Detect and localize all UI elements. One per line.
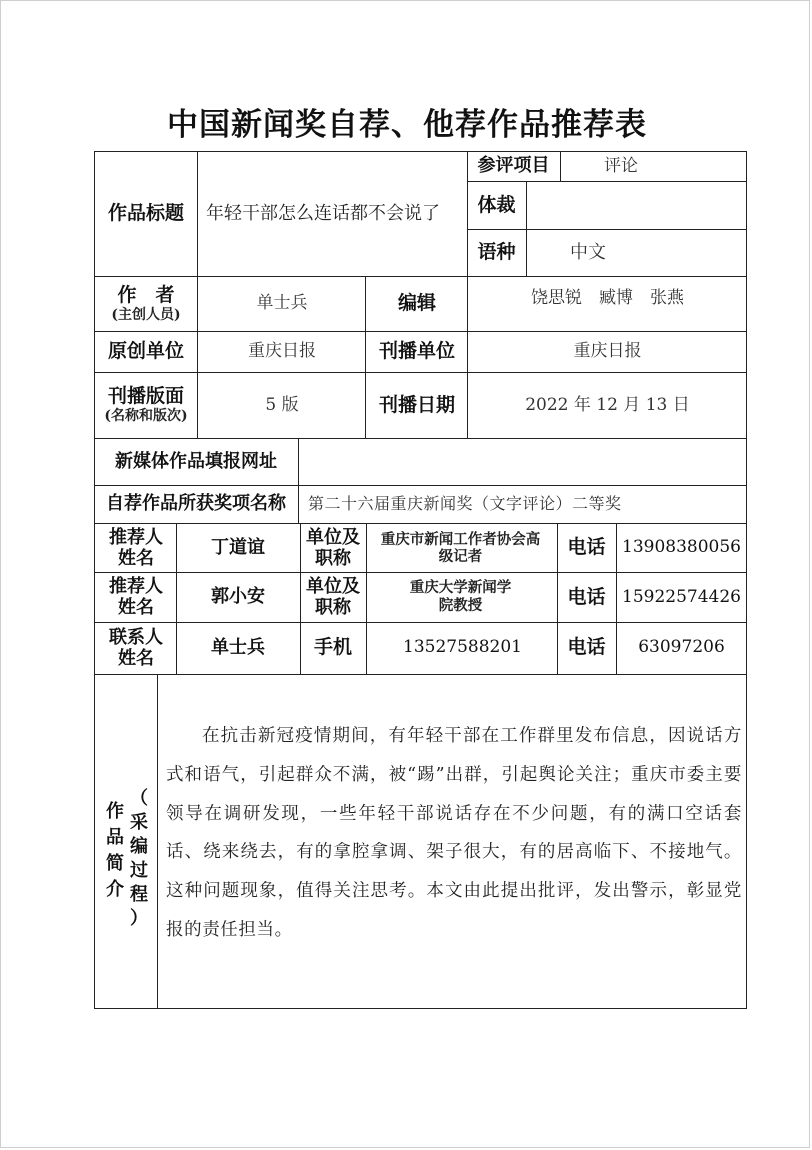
genre-value [526,181,747,229]
original-unit-value: 重庆日报 [248,341,316,362]
contact-mobile-label: 手机 [313,636,352,659]
recommender-2-unit-label: 单位及职称 [306,576,360,618]
publish-unit-label: 刊播单位 [378,340,455,363]
author-sublabel: (主创人员) [111,306,181,323]
award-label: 自荐作品所获奖项名称 [106,493,286,515]
award-value: 第二十六届重庆新闻奖（文字评论）二等奖 [308,494,622,514]
recommender-1-phone-label: 电话 [567,536,606,559]
author-label: 作 者 [117,283,175,306]
contact-phone-label: 电话 [567,636,606,659]
work-title-label: 作品标题 [107,202,184,225]
contact-mobile: 13527588201 [403,637,522,658]
original-unit-label: 原创单位 [107,340,184,363]
recommender-1-phone: 13908380056 [622,537,741,558]
language-value: 中文 [570,241,606,263]
publish-date-value: 2022 年 12 月 13 日 [525,394,690,415]
category-value: 评论 [604,155,638,176]
genre-label: 体裁 [477,193,516,216]
work-title-value: 年轻干部怎么连话都不会说了 [206,202,440,224]
category-label: 参评项目 [477,155,550,177]
recommender-1-name: 丁道谊 [211,536,265,558]
recommender-1-unit: 重庆市新闻工作者协会高级记者 [380,530,541,565]
recommender-2-label: 推荐人姓名 [109,576,163,618]
editor-label: 编辑 [397,292,436,315]
recommender-1-label: 推荐人姓名 [109,526,163,569]
recommender-2-name: 郭小安 [211,586,265,608]
new-media-url-value [298,438,747,485]
layout-label: 刊播版面 [107,385,184,408]
editor-value: 饶思锐 臧博 张燕 [531,288,684,309]
layout-label-cell [94,372,198,438]
author-label-cell [94,276,198,331]
language-label: 语种 [477,241,516,264]
contact-phone: 63097206 [638,637,725,658]
recommender-1-unit-label: 单位及职称 [306,526,360,569]
author-value: 单士兵 [256,293,308,314]
form-title: 中国新闻奖自荐、他荐作品推荐表 [167,107,647,143]
layout-sublabel: (名称和版次) [104,408,188,424]
summary-label [98,787,154,929]
new-media-url-label: 新媒体作品填报网址 [115,450,277,472]
publish-date-label: 刊播日期 [378,393,455,416]
publish-unit-value: 重庆日报 [573,341,642,362]
contact-label: 联系人姓名 [109,626,163,669]
recommender-2-phone: 15922574426 [622,586,741,607]
layout-value: 5 版 [265,394,299,415]
summary-text: 在抗击新冠疫情期间，有年轻干部在工作群里发布信息，因说话方式和语气，引起群众不满，被“踢”出群，引起舆论关注；重庆市委主要领导在调研发现，一些年轻干部说话存在不少问题，有的满口空话套话、绕来绕去，有的拿腔拿调、架子很大，有的居高临下、不接地气。这种问题现象，值得关注思考。本文由此提出批评，发出警示，彰显党报的责任担当。 [166,726,742,940]
summary-label-col-2: 作 品 简 介 [106,801,124,900]
summary-label-col-1: （ 采 编 过 程 ） [130,788,148,929]
recommender-2-phone-label: 电话 [567,585,606,608]
recommender-2-unit: 重庆大学新闻学院教授 [409,579,512,614]
contact-name: 单士兵 [211,636,265,658]
